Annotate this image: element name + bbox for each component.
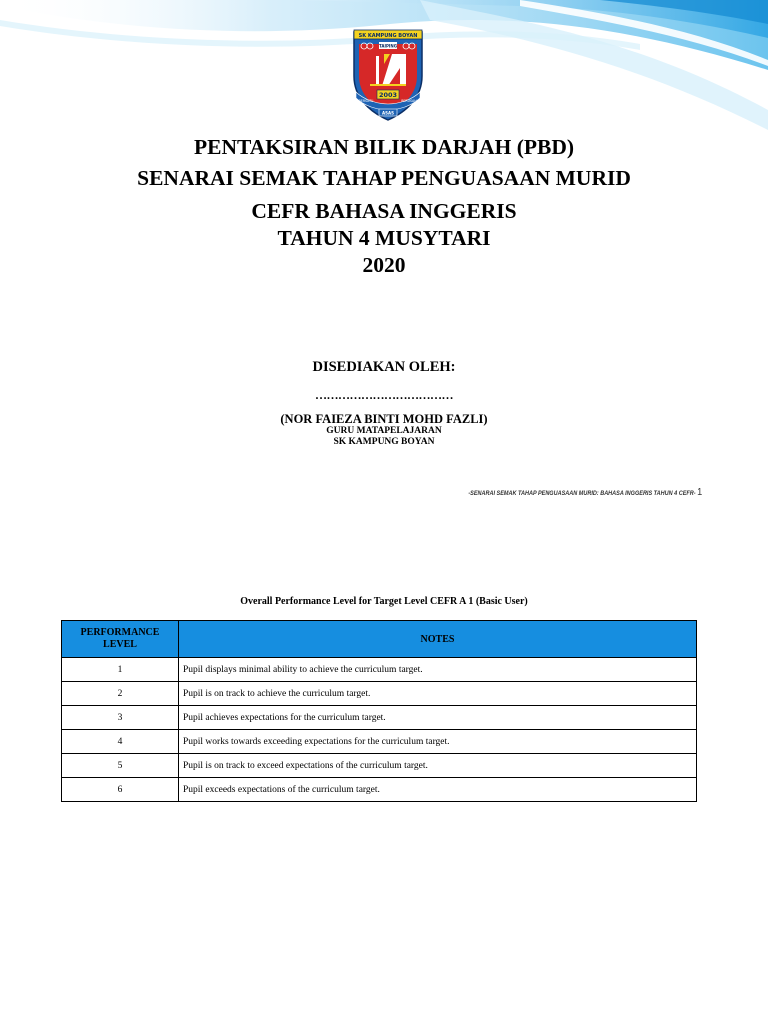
table-row: [62, 778, 697, 802]
header-performance-level: [62, 621, 179, 658]
note-cell: Pupil is on track to exceed expectations of the curriculum target.: [179, 754, 697, 778]
table-row: [62, 754, 697, 778]
crest-scroll-right: BERUSAHA: [401, 99, 419, 103]
crest-scroll-bottom: ASAS: [382, 110, 394, 116]
table-header-row: [62, 621, 697, 658]
level-cell: 5: [62, 754, 179, 778]
table-row: [62, 706, 697, 730]
title-line-4: TAHUN 4 MUSYTARI: [277, 226, 491, 250]
preparer-role: GURU MATAPELAJARAN: [326, 426, 442, 436]
table-row: [62, 658, 697, 682]
school-crest-logo: [348, 24, 428, 122]
performance-level-table: [61, 620, 697, 802]
preparer-name: (NOR FAIEZA BINTI MOHD FAZLI): [280, 412, 488, 426]
footer-text: -SENARAI SEMAK TAHAP PENGUASAAN MURID: BAHASA INGGERIS TAHUN 4 CEFR-: [468, 491, 696, 497]
note-cell: Pupil works towards exceeding expectations for the curriculum target.: [179, 730, 697, 754]
note-cell: Pupil achieves expectations for the curriculum target.: [179, 706, 697, 730]
table-row: [62, 730, 697, 754]
prepared-by-block: [0, 358, 768, 448]
prepared-by-label: DISEDIAKAN OLEH:: [312, 359, 456, 375]
level-cell: 2: [62, 682, 179, 706]
page-footer: [468, 487, 702, 498]
page-number: 1: [696, 487, 702, 498]
second-page: [0, 548, 768, 1024]
table-row: [62, 682, 697, 706]
title-line-1: PENTAKSIRAN BILIK DARJAH (PBD): [193, 135, 575, 159]
header-level-line2: LEVEL: [103, 639, 137, 650]
crest-ribbon-text: SK KAMPUNG BOYAN: [358, 33, 418, 39]
preparer-school: SK KAMPUNG BOYAN: [333, 437, 435, 447]
title-line-3: CEFR BAHASA INGGERIS: [251, 199, 517, 223]
title-line-5: 2020: [362, 253, 406, 277]
header-notes: NOTES: [179, 621, 697, 658]
note-cell: Pupil is on track to achieve the curriculum target.: [179, 682, 697, 706]
document-title-block: [0, 134, 768, 279]
title-line-2: SENARAI SEMAK TAHAP PENGUASAAN MURID: [137, 166, 631, 190]
level-cell: 3: [62, 706, 179, 730]
signature-dots: ………………………………: [315, 388, 453, 402]
crest-year: 2003: [378, 91, 398, 99]
crest-scroll-left: BERSATU: [358, 99, 374, 103]
level-cell: 6: [62, 778, 179, 802]
crest-center-text: TAIPING: [378, 43, 398, 49]
level-cell: 4: [62, 730, 179, 754]
table-title: Overall Performance Level for Target Level CEFR A 1 (Basic User): [240, 596, 528, 607]
header-level-line1: PERFORMANCE: [80, 627, 160, 638]
level-cell: 1: [62, 658, 179, 682]
note-cell: Pupil exceeds expectations of the curriculum target.: [179, 778, 697, 802]
note-cell: Pupil displays minimal ability to achieve the curriculum target.: [179, 658, 697, 682]
